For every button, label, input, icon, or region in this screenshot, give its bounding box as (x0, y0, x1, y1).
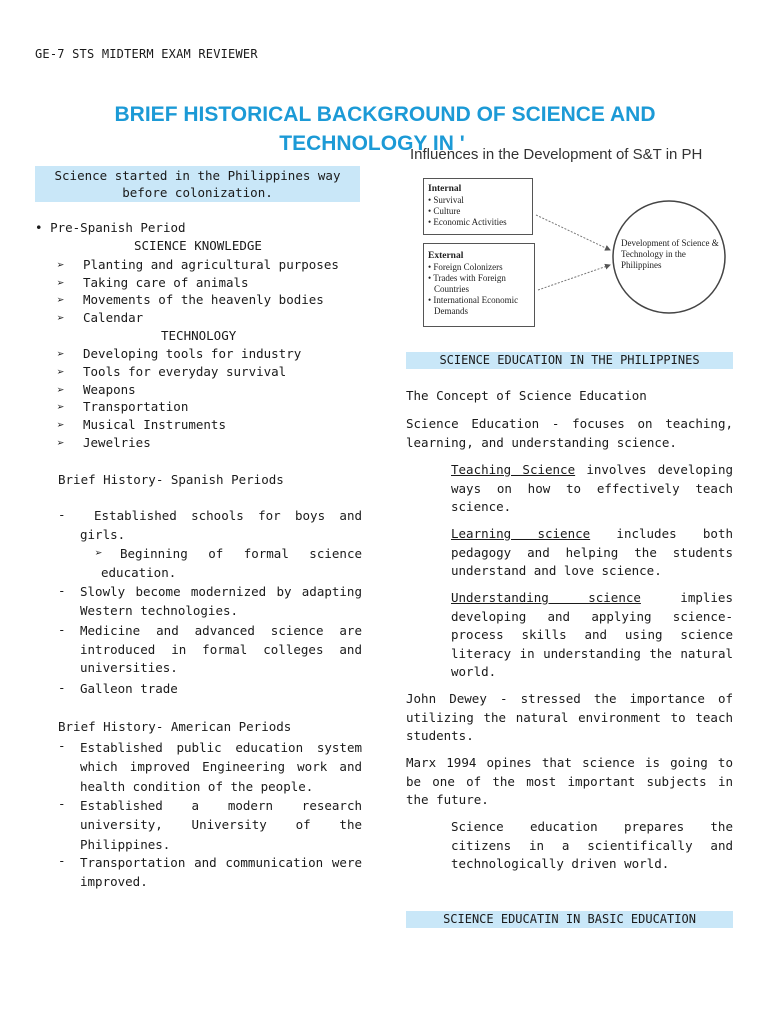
list-item: ➢ Developing tools for industry (57, 346, 302, 361)
spanish-subitem: ➢ Beginning of formal science education. (95, 545, 362, 580)
external-item: • Trades with Foreign Countries (428, 273, 506, 294)
external-item: • Foreign Colonizers (428, 262, 503, 272)
dash-bullet: - (58, 796, 66, 811)
internal-arrow (536, 215, 610, 250)
list-item: ➢ Taking care of animals (57, 274, 249, 290)
arrow-bullet-icon: ➢ (57, 417, 65, 433)
list-item: ➢ Movements of the heavenly bodies (57, 292, 324, 308)
arrow-bullet-icon: ➢ (57, 434, 65, 450)
list-item: ➢ Jewelries (57, 434, 151, 450)
learning-science-term: Learning science (451, 526, 591, 541)
page-title-line-2-text: TECHNOLOGY IN ' (279, 132, 465, 155)
american-item-3: - Transportation and communication were improved. (58, 853, 362, 890)
arrow-bullet-icon: ➢ (57, 346, 65, 361)
concept-heading: The Concept of Science Education (406, 388, 647, 403)
list-item: ➢ Calendar (57, 309, 144, 325)
internal-item: • Survival (428, 195, 464, 205)
spanish-item-3: - Medicine and advanced science are introduced in formal colleges and universities. (58, 622, 362, 676)
page-title-line-1: BRIEF HISTORICAL BACKGROUND OF SCIENCE AND (114, 103, 656, 126)
pre-spanish-heading (35, 219, 186, 237)
spanish-period-heading: Brief History- Spanish Periods (58, 472, 284, 487)
science-knowledge-heading: SCIENCE KNOWLEDGE (134, 238, 262, 253)
science-education-prepares-paragraph: Science education prepares the citizens in a scientifically and technologically driven world. (451, 819, 733, 872)
technology-heading: TECHNOLOGY (161, 328, 237, 343)
list-item: ➢ Tools for everyday survival (57, 363, 287, 379)
circle-label: Development of Science & Technology in the Philippines (621, 238, 719, 270)
pre-spanish-label: Pre-Spanish Period (50, 220, 186, 235)
dash-bullet: - (58, 507, 66, 522)
arrow-bullet-icon: ➢ (57, 274, 65, 290)
john-dewey-paragraph: John Dewey - stressed the importance of utilizing the natural environment to teach students. (406, 691, 733, 744)
arrow-bullet-icon: ➢ (57, 257, 65, 272)
arrow-bullet-icon: ➢ (57, 309, 65, 325)
list-item: ➢ Weapons (57, 381, 136, 397)
arrow-bullet-icon: ➢ (57, 381, 65, 397)
teaching-science-term: Teaching Science (451, 462, 576, 477)
arrow-bullet-icon: ➢ (57, 363, 65, 379)
arrow-bullet-icon: ➢ (57, 399, 65, 415)
external-item: • International Economic Demands (428, 295, 519, 316)
understanding-science-paragraph: Understanding science implies developing and applying science-process skills and using science literacy in understanding the natural world. (451, 590, 733, 680)
dash-bullet: - (58, 853, 66, 868)
external-box (423, 243, 535, 327)
arrow-bullet-icon: ➢ (95, 545, 103, 560)
spanish-item-2: - Slowly become modernized by adapting Western technologies. (58, 583, 362, 618)
diagram-title: Influences in the Development of S&T in PH (410, 146, 703, 163)
science-knowledge-list (57, 256, 339, 326)
spanish-item-4: - Galleon trade (58, 680, 178, 696)
dash-bullet: - (58, 622, 66, 637)
list-item: ➢ Transportation (57, 399, 189, 415)
list-item: ➢ Musical Instruments (57, 417, 226, 433)
document-header: GE-7 STS MIDTERM EXAM REVIEWER (35, 47, 258, 61)
list-item: ➢ Planting and agricultural purposes (57, 257, 339, 272)
understanding-science-term: Understanding science (451, 590, 641, 605)
internal-item: • Economic Activities (428, 217, 507, 227)
internal-item: • Culture (428, 206, 461, 216)
spanish-item-1: - Established schools for boys and girls. (58, 507, 362, 542)
american-item-2: - Established a modern research university, University of the Philippines. (58, 796, 362, 852)
science-education-definition: Science Education - focuses on teaching, learning, and understanding science. (406, 416, 733, 450)
american-period-heading: Brief History- American Periods (58, 719, 292, 734)
marx-paragraph: Marx 1994 opines that science is going to be one of the most important subjects in the future. (406, 755, 733, 808)
external-arrow (538, 265, 610, 290)
section-header-science-education: SCIENCE EDUCATION IN THE PHILIPPINES (406, 352, 733, 369)
american-item-1: - Established public education system which improved Engineering work and health condition of the people. (58, 738, 362, 794)
dash-bullet: - (58, 738, 66, 753)
dash-bullet: - (58, 680, 66, 695)
arrow-bullet-icon: ➢ (57, 292, 65, 308)
internal-label: Internal (428, 184, 462, 194)
teaching-science-paragraph: Teaching Science involves developing ways on how to effectively teach science. (451, 462, 733, 515)
bullet-icon: • (35, 220, 43, 235)
section-header-basic-education: SCIENCE EDUCATIN IN BASIC EDUCATION (406, 911, 733, 928)
intro-highlight: Science started in the Philippines way before colonization. (35, 166, 360, 202)
learning-science-paragraph: Learning science includes both pedagogy and helping the students understand and love science. (451, 526, 733, 579)
internal-box (423, 178, 533, 235)
technology-list (57, 345, 301, 452)
external-label: External (428, 251, 464, 261)
dash-bullet: - (58, 583, 66, 598)
